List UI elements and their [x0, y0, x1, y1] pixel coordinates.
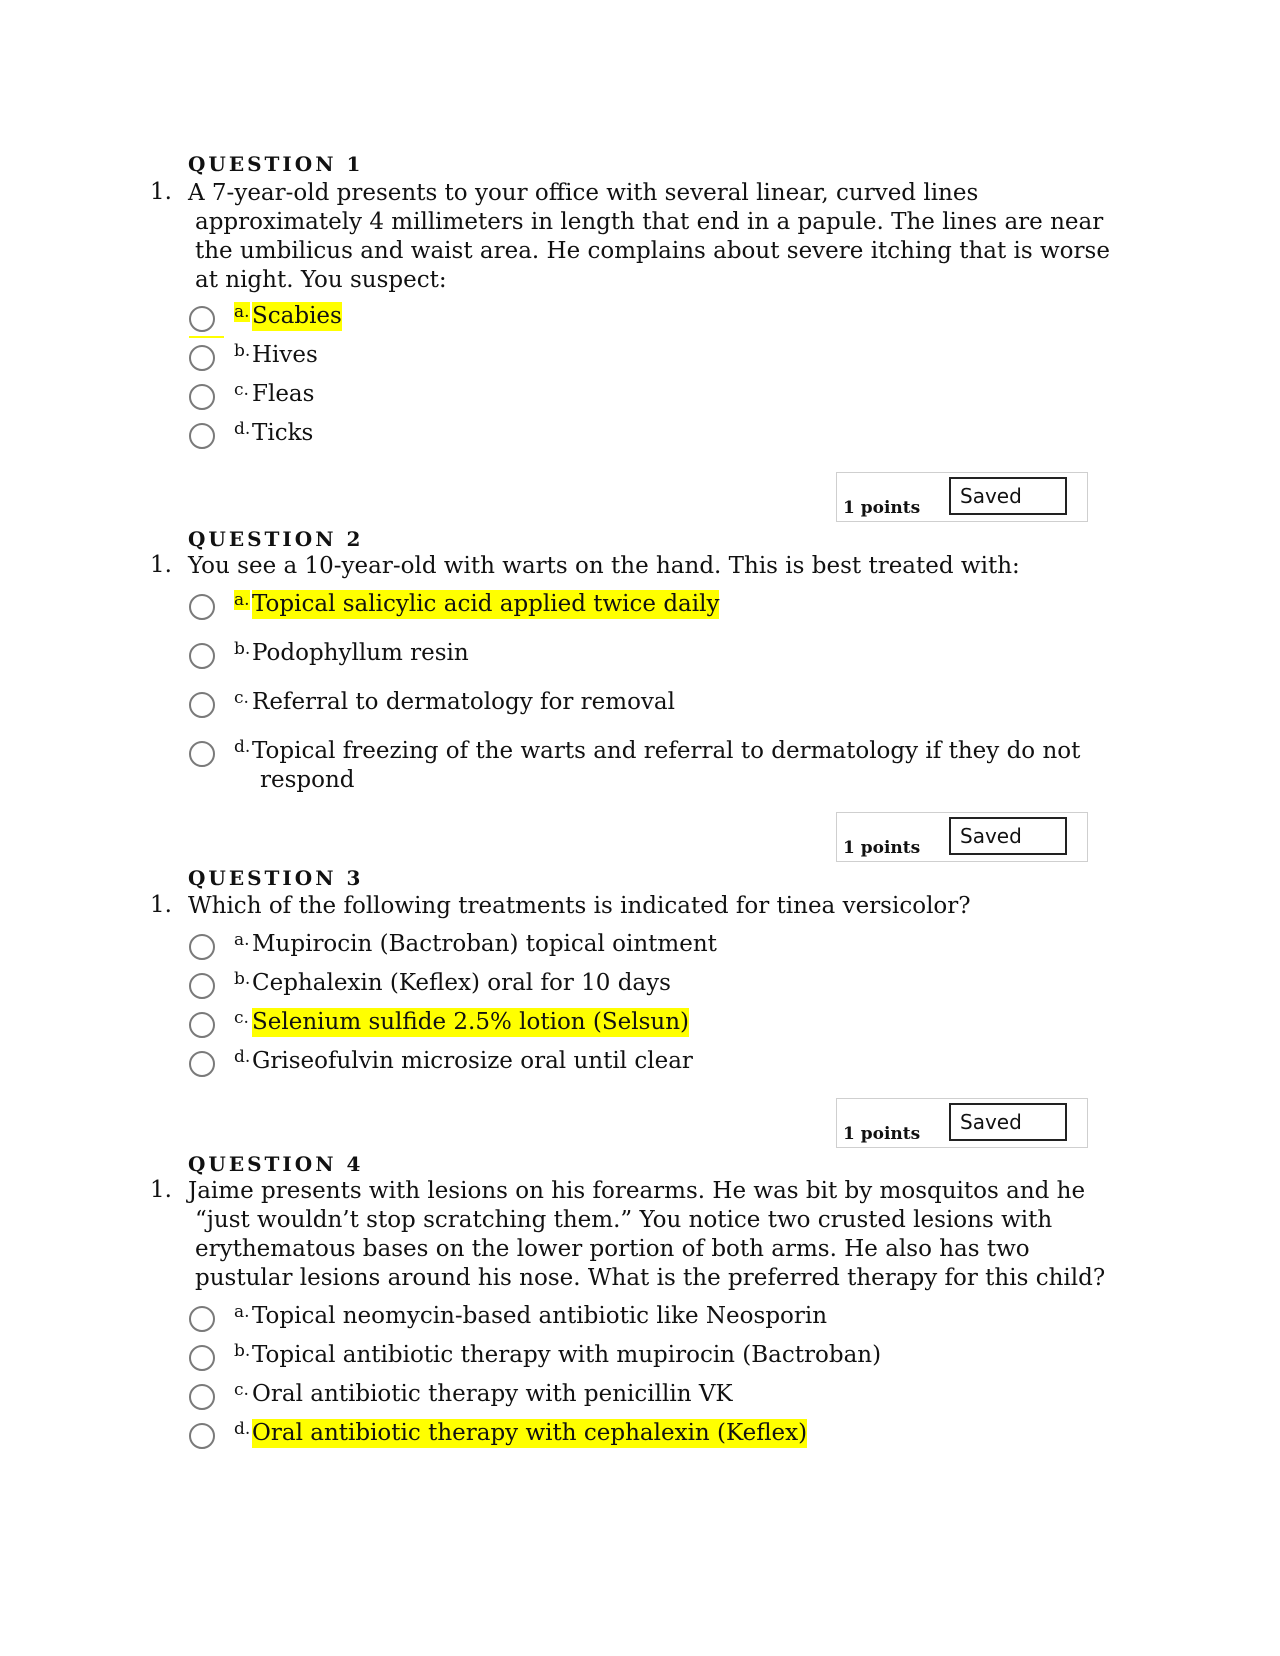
radio-button[interactable] [189, 1012, 215, 1038]
radio-button[interactable] [189, 934, 215, 960]
question-4-text: Jaime presents with lesions on his forearms. He was bit by mosquitos and he “just wouldn’t stop scratching them.” You notice two crusted lesions with erythematous bases on the lower portion of both arms. He also has two pustular lesions around his nose. What is the preferred therapy for this child? [188, 1178, 1106, 1291]
radio-button[interactable] [189, 423, 215, 449]
option-text: Topical antibiotic therapy with mupirocin (Bactroban) [252, 1342, 882, 1368]
option-text: Ticks [252, 420, 314, 446]
option-text: Hives [252, 342, 318, 368]
radio-button[interactable] [189, 345, 215, 371]
points-label: 1 points [843, 1124, 921, 1144]
points-label: 1 points [843, 838, 921, 858]
option-text-continued: respond [260, 767, 355, 793]
saved-status: Saved [949, 817, 1067, 855]
question-3-number: 1. [150, 892, 172, 918]
radio-button[interactable] [189, 1051, 215, 1077]
question-1-points-box [836, 472, 1088, 522]
option-text: Oral antibiotic therapy with penicillin VK [252, 1381, 733, 1407]
question-4-label: QUESTION 4 [188, 1152, 364, 1176]
highlight-mark [189, 336, 224, 338]
question-3-label: QUESTION 3 [188, 866, 364, 890]
option-text: Fleas [252, 381, 315, 407]
option-text: Referral to dermatology for removal [252, 689, 675, 715]
option-text: Topical neomycin-based antibiotic like Neosporin [252, 1303, 828, 1329]
option-text: Selenium sulfide 2.5% lotion (Selsun) [252, 1009, 690, 1035]
option-text: Oral antibiotic therapy with cephalexin (Keflex) [252, 1420, 808, 1446]
question-1-label: QUESTION 1 [188, 152, 364, 176]
question-2-label: QUESTION 2 [188, 527, 364, 551]
question-1-text: A 7-year-old presents to your office with several linear, curved lines approximately 4 millimeters in length that end in a papule. The lines are near the umbilicus and waist area. He complains about severe itching that is worse at night. You suspect: [188, 180, 1110, 293]
question-2-points-box [836, 812, 1088, 862]
radio-button[interactable] [189, 973, 215, 999]
option-text: Griseofulvin microsize oral until clear [252, 1048, 693, 1074]
radio-button[interactable] [189, 594, 215, 620]
option-text: Scabies [252, 303, 342, 329]
saved-status: Saved [949, 477, 1067, 515]
radio-button[interactable] [189, 384, 215, 410]
radio-button[interactable] [189, 741, 215, 767]
radio-button[interactable] [189, 1384, 215, 1410]
option-text: Podophyllum resin [252, 640, 469, 666]
option-text: Mupirocin (Bactroban) topical ointment [252, 931, 717, 957]
saved-status: Saved [949, 1103, 1067, 1141]
radio-button[interactable] [189, 692, 215, 718]
question-3-points-box [836, 1098, 1088, 1148]
radio-button[interactable] [189, 1345, 215, 1371]
radio-button[interactable] [189, 306, 215, 332]
option-text: Topical freezing of the warts and referral to dermatology if they do not [252, 738, 1081, 764]
question-1-number: 1. [150, 179, 172, 205]
option-text: Cephalexin (Keflex) oral for 10 days [252, 970, 671, 996]
question-4-number: 1. [150, 1177, 172, 1203]
radio-button[interactable] [189, 1423, 215, 1449]
question-2-number: 1. [150, 552, 172, 578]
question-3-text: Which of the following treatments is indicated for tinea versicolor? [188, 893, 971, 919]
radio-button[interactable] [189, 643, 215, 669]
option-text: Topical salicylic acid applied twice daily [252, 591, 720, 617]
points-label: 1 points [843, 498, 921, 518]
radio-button[interactable] [189, 1306, 215, 1332]
question-2-text: You see a 10-year-old with warts on the hand. This is best treated with: [188, 553, 1020, 579]
